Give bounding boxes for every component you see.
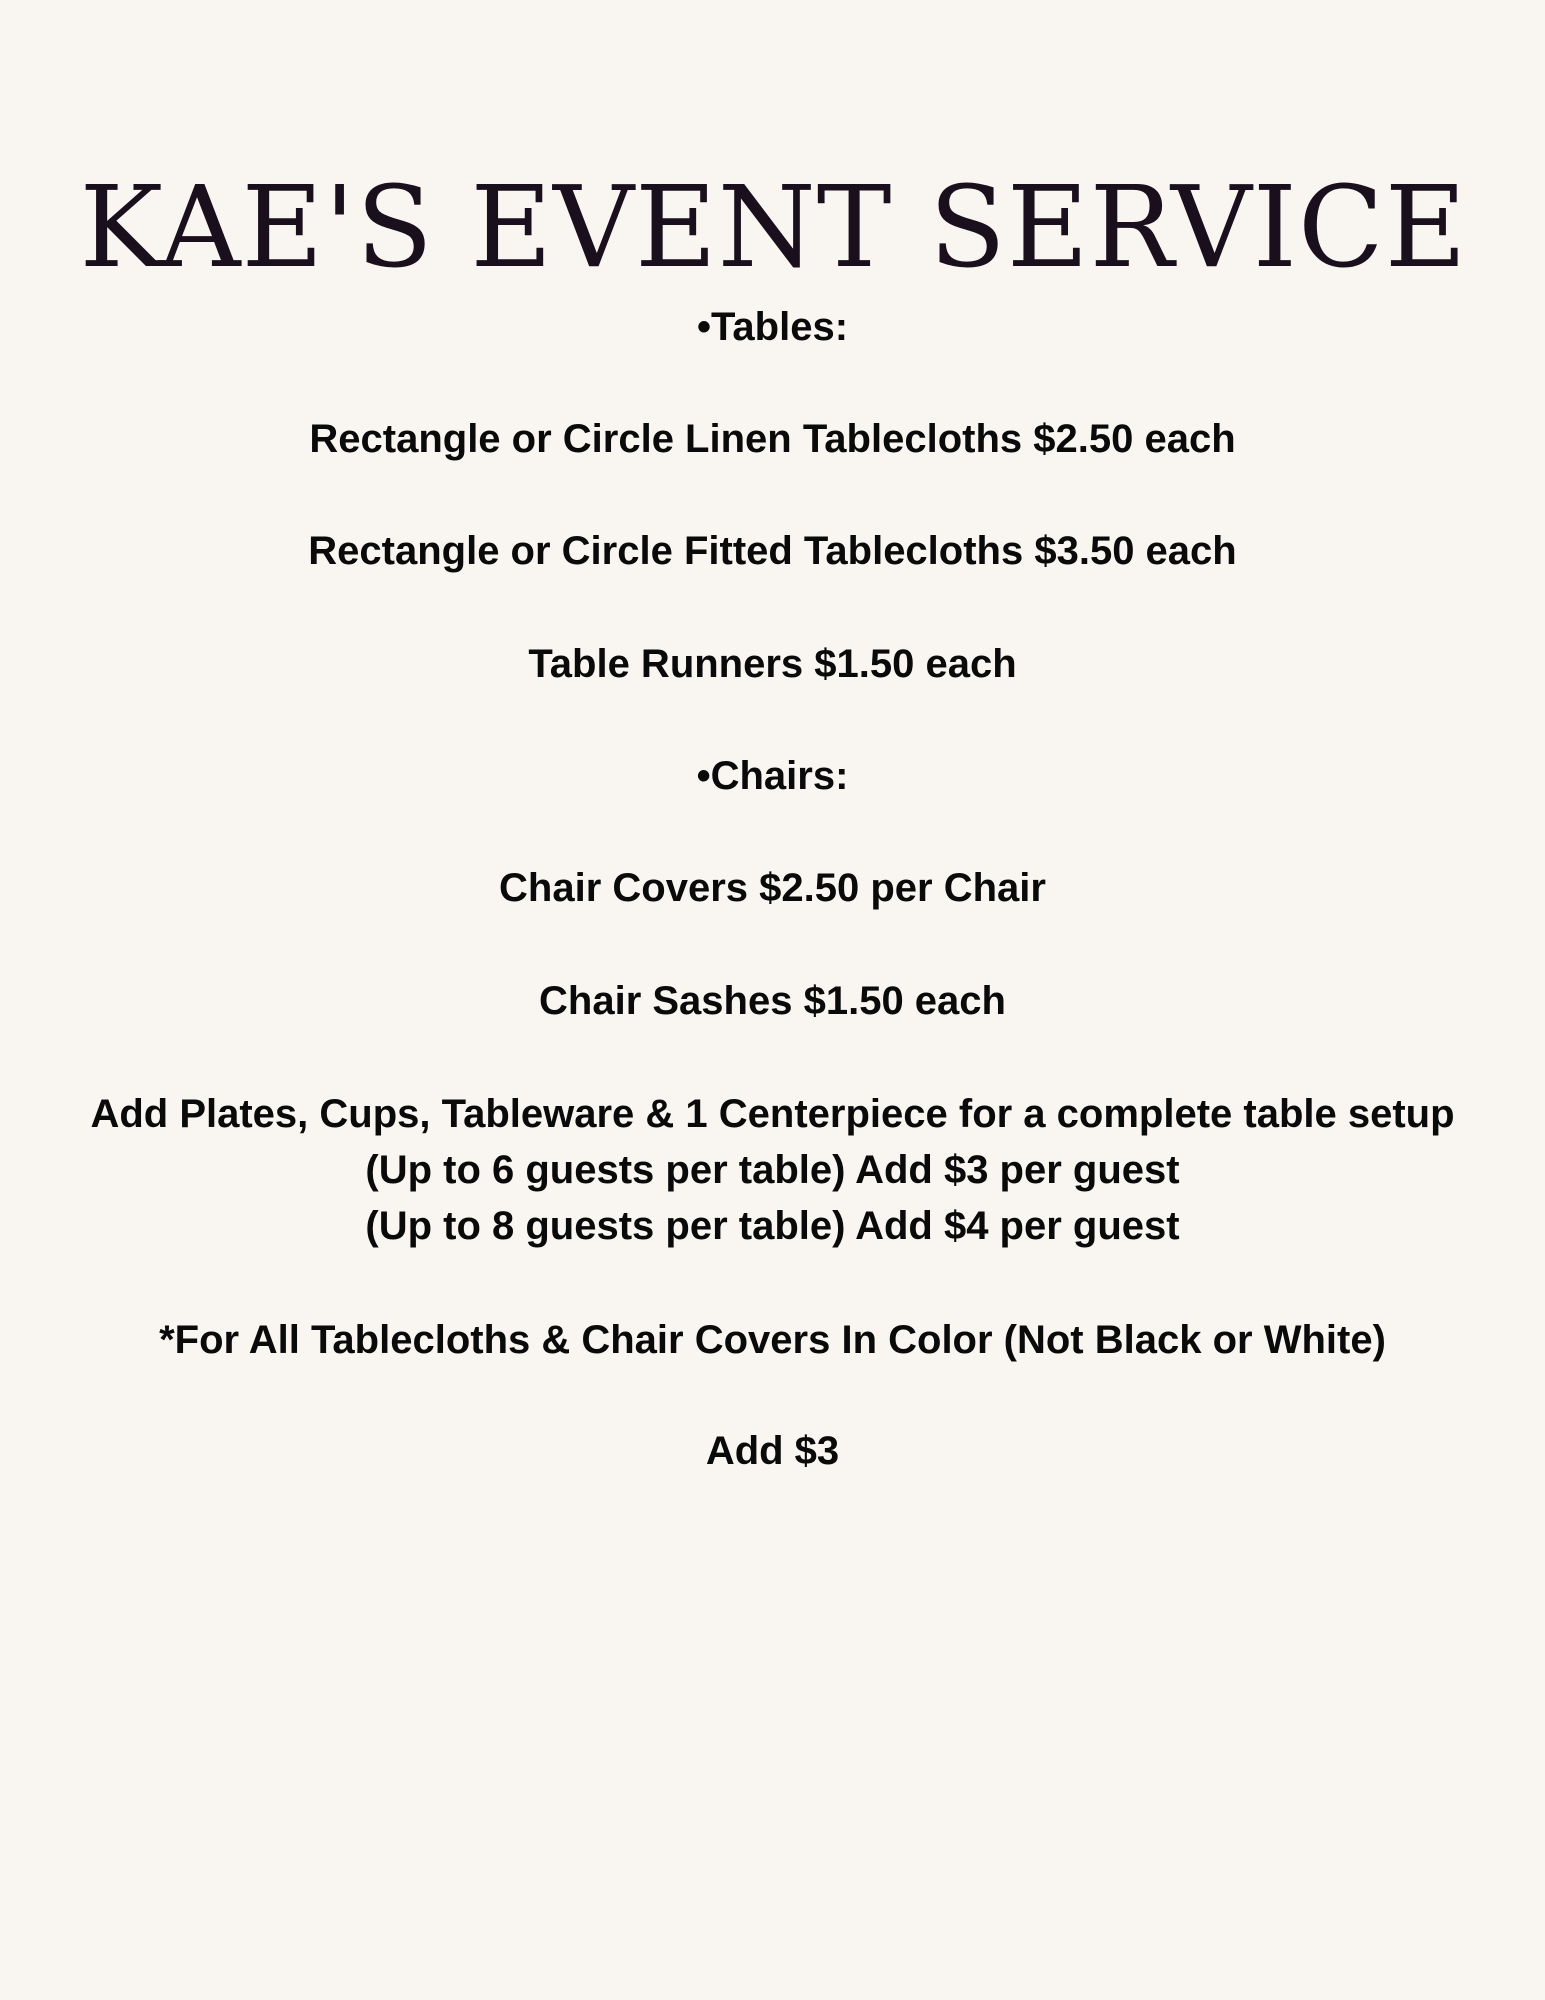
chair-sashes-price: Chair Sashes $1.50 each xyxy=(539,979,1006,1023)
color-surcharge-note: *For All Tablecloths & Chair Covers In Color (Not Black or White) xyxy=(159,1318,1386,1362)
six-guest-setup-price: (Up to 6 guests per table) Add $3 per guest xyxy=(365,1148,1180,1192)
linen-tablecloths-price: Rectangle or Circle Linen Tablecloths $2.50 each xyxy=(309,417,1236,461)
color-surcharge-price: Add $3 xyxy=(705,1429,840,1473)
eight-guest-setup-price: (Up to 8 guests per table) Add $4 per guest xyxy=(365,1204,1180,1248)
page-title: KAE'S EVENT SERVICE xyxy=(79,163,1468,293)
tables-heading: •Tables: xyxy=(696,305,849,349)
fitted-tablecloths-price: Rectangle or Circle Fitted Tablecloths $3.50 each xyxy=(308,529,1237,573)
chairs-heading: •Chairs: xyxy=(696,754,849,798)
table-runners-price: Table Runners $1.50 each xyxy=(528,642,1017,686)
chair-covers-price: Chair Covers $2.50 per Chair xyxy=(499,866,1046,910)
table-setup-addon: Add Plates, Cups, Tableware & 1 Centerpiece for a complete table setup xyxy=(90,1092,1455,1136)
